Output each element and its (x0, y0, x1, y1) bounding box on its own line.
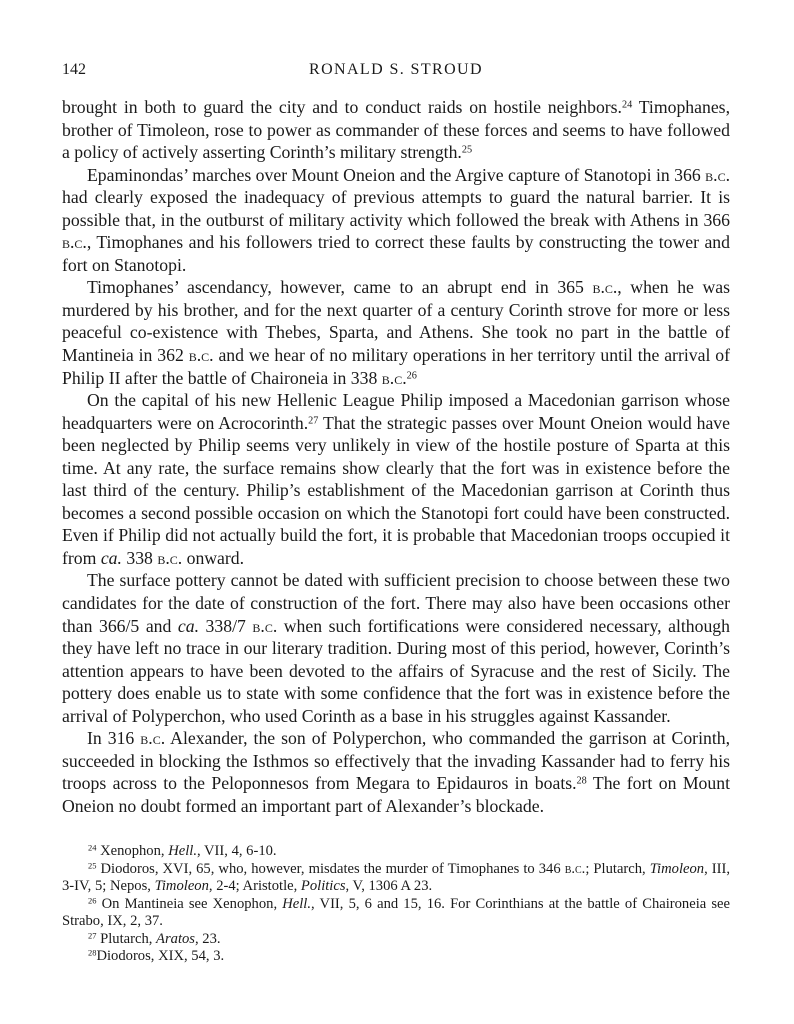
footnote-25: $^{25}$ Diodoros, XVI, 65, who, however, misdates the murder of Timophanes to 346 b.c.; Plutarch, Timoleon, III, 3-IV, 5; Nepos, Timoleon, 2-4; Aristotle, Politics, V, 1306 A 23. (62, 859, 730, 894)
footnote-ref-28[interactable]: 28 (576, 775, 587, 787)
footnote-24: $^{24}$ Xenophon, Hell., VII, 4, 6-10. (88, 842, 277, 859)
footnote-ref-26[interactable]: 26 (406, 369, 417, 381)
running-title: RONALD S. STROUD (309, 61, 483, 78)
footnote-number: 28 (88, 947, 97, 958)
page-number: 142 (62, 61, 86, 78)
paragraph-5: The surface pottery cannot be dated with sufficient precision to choose between these two candidates for the date of construction of the fort. There may also have been occasions other than 366/5 and ca. 338/7 b.c. when such fortifications were considered necessary, although they have left no trace in our literary tradition. During most of this period, however, Corinth’s attention appears to have been devoted to the affairs of Syracuse and the rest of Sicily. The pottery does enable us to state with some confidence that the fort was in existence before the arrival of Polyperchon, who used Corinth as a base in his struggles against Kassander. (62, 570, 730, 726)
footnote-number: 27 (88, 929, 97, 940)
page-header (62, 61, 730, 85)
footnote-number: 25 (88, 859, 97, 870)
main-text (62, 96, 730, 818)
footnotes (62, 843, 730, 966)
paragraph-1: brought in both to guard the city and to conduct raids on hostile neighbors.$^{24}$ Timophanes, brother of Timoleon, rose to power as commander of these forces and seems to have followed a policy of actively asserting Corinth’s military strength.$^{25}$ (62, 97, 730, 163)
paragraph-2: Epaminondas’ marches over Mount Oneion and the Argive capture of Stanotopi in 366 b.c. had clearly exposed the inadequacy of previous attempts to guard the natural barrier. It is possible that, in the outburst of military activity which followed the break with Athens in 366 b.c., Timophanes and his followers tried to correct these faults by constructing the tower and fort on Stanotopi. (62, 164, 730, 275)
footnote-28: $^{28}$Diodoros, XIX, 54, 3. (88, 947, 225, 964)
footnote-number: 26 (88, 894, 97, 905)
footnote-26: $^{26}$ On Mantineia see Xenophon, Hell., VII, 5, 6 and 15, 16. For Corinthians at the battle of Chaironeia see Strabo, IX, 2, 37. (62, 894, 731, 929)
footnote-number: 24 (88, 842, 97, 853)
paragraph-6: In 316 b.c. Alexander, the son of Polyperchon, who commanded the garrison at Corinth, succeeded in blocking the Isthmos so effectively that the invading Kassander had to ferry his troops across to the Peloponnesos from Megara to Epidauros in boats.$^{28}$ The fort on Mount Oneion no doubt formed an important part of Alexander’s blockade. (62, 728, 731, 816)
paragraph-4: On the capital of his new Hellenic League Philip imposed a Macedonian garrison whose headquarters were on Acrocorinth.$^{27}$ That the strategic passes over Mount Oneion would have been neglected by Philip seems very unlikely in view of the hostile posture of Sparta at this time. At any rate, the surface remains show clearly that the fort was in existence before the last third of the century. Philip’s establishment of the Macedonian garrison at Corinth thus becomes a second possible occasion on which the Stanotopi fort could have been constructed. Even if Philip did not actually build the fort, it is probable that Macedonian troops occupied it from ca. 338 b.c. onward. (62, 390, 730, 568)
footnote-ref-25[interactable]: 25 (461, 144, 473, 156)
paragraph-3: Timophanes’ ascendancy, however, came to an abrupt end in 365 b.c., when he was murdered by his brother, and for the next quarter of a century Corinth strove for more or less peaceful co-existence with Thebes, Sparta, and Athens. She took no part in the battle of Mantineia in 362 b.c. and we hear of no military operations in her territory until the arrival of Philip II after the battle of Chaironeia in 338 b.c.$^{26}$ (62, 277, 730, 388)
footnote-ref-24[interactable]: 24 (621, 99, 633, 111)
footnote-27: $^{27}$ Plutarch, Aratos, 23. (88, 929, 221, 947)
footnote-ref-27[interactable]: 27 (308, 415, 319, 427)
